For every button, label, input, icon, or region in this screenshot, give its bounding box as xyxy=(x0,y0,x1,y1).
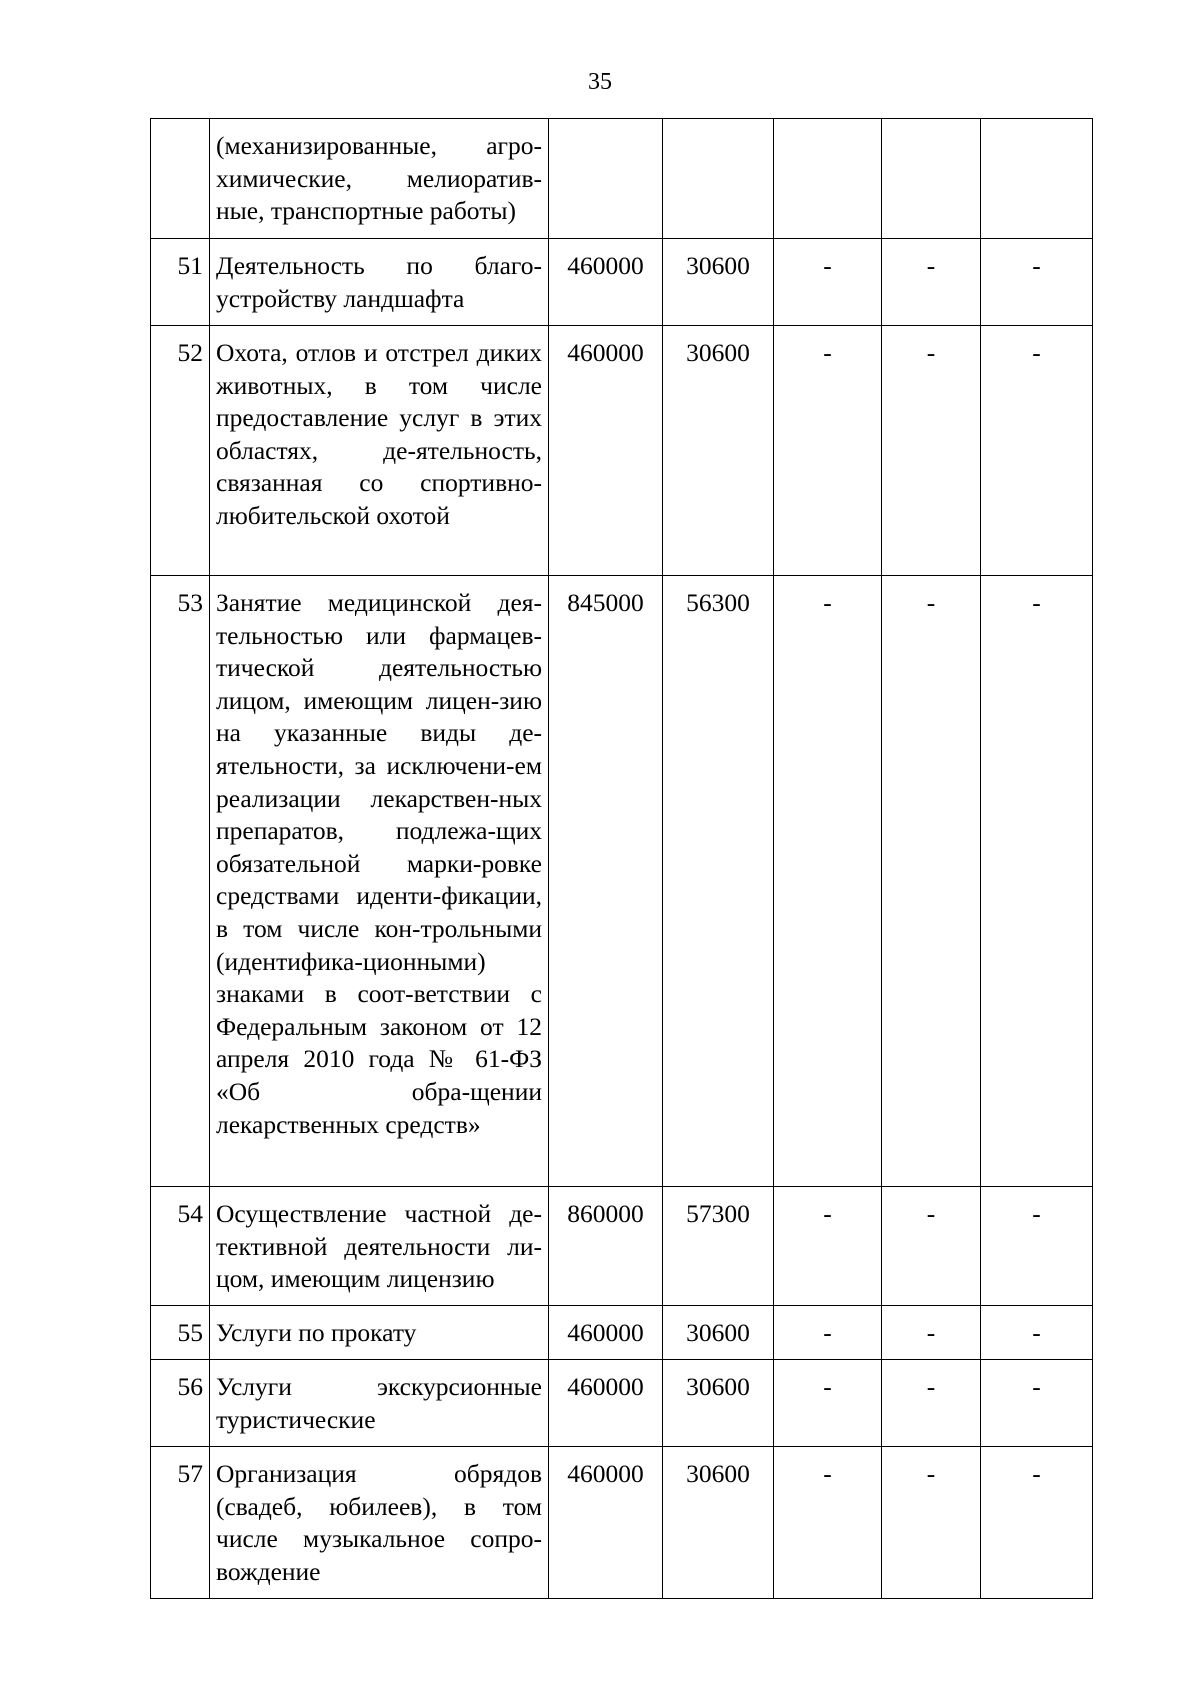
value-cell-1: 845000 xyxy=(549,576,663,1187)
value-cell-5: - xyxy=(981,326,1093,576)
activity-description: Охота, отлов и отстрел диких животных, в том числе предоставление услуг в этих областях, де-ятельность, связанная со спортивно-любительской охотой xyxy=(210,326,549,576)
table-row xyxy=(151,576,1093,1187)
activity-description: Услуги по прокату xyxy=(210,1306,549,1360)
value-cell-3: - xyxy=(774,239,882,326)
value-cell-3: - xyxy=(774,1447,882,1599)
table-row xyxy=(151,1306,1093,1360)
row-number: 51 xyxy=(151,239,210,326)
value-cell-4: - xyxy=(882,576,981,1187)
value-cell-3: - xyxy=(774,576,882,1187)
value-cell-1: 860000 xyxy=(549,1187,663,1306)
table-body xyxy=(151,119,1093,1599)
value-cell-5: - xyxy=(981,1187,1093,1306)
page-number: 35 xyxy=(588,69,612,95)
value-cell-2: 30600 xyxy=(663,1447,774,1599)
value-cell-1: 460000 xyxy=(549,239,663,326)
value-cell-2: 57300 xyxy=(663,1187,774,1306)
value-cell-2: 30600 xyxy=(663,326,774,576)
value-cell-5 xyxy=(981,119,1093,239)
row-number: 55 xyxy=(151,1306,210,1360)
table-row xyxy=(151,326,1093,576)
table-row xyxy=(151,1447,1093,1599)
value-cell-4: - xyxy=(882,1306,981,1360)
value-cell-5: - xyxy=(981,576,1093,1187)
row-number: 56 xyxy=(151,1360,210,1447)
activity-description: Осуществление частной де-тективной деятельности ли-цом, имеющим лицензию xyxy=(210,1187,549,1306)
value-cell-4: - xyxy=(882,1447,981,1599)
activity-description: Услуги экскурсионные туристические xyxy=(210,1360,549,1447)
value-cell-4: - xyxy=(882,326,981,576)
value-cell-1 xyxy=(549,119,663,239)
row-number xyxy=(151,119,210,239)
value-cell-5: - xyxy=(981,239,1093,326)
value-cell-1: 460000 xyxy=(549,1306,663,1360)
value-cell-5: - xyxy=(981,1306,1093,1360)
row-number: 53 xyxy=(151,576,210,1187)
value-cell-4: - xyxy=(882,1360,981,1447)
value-cell-2: 30600 xyxy=(663,1306,774,1360)
value-cell-2: 56300 xyxy=(663,576,774,1187)
value-cell-3: - xyxy=(774,326,882,576)
row-number: 57 xyxy=(151,1447,210,1599)
value-cell-5: - xyxy=(981,1447,1093,1599)
table-row xyxy=(151,1187,1093,1306)
row-number: 52 xyxy=(151,326,210,576)
value-cell-2: 30600 xyxy=(663,239,774,326)
activity-description: Занятие медицинской дея-тельностью или фармацев-тической деятельностью лицом, имеющим лицен-зию на указанные виды де-ятельности, за исключени-ем реализации лекарствен-ных препаратов, подлежа-щих обязательной марки-ровке средствами иденти-фикации, в том числе кон-трольными (идентифика-ционными) знаками в соот-ветствии с Федеральным законом от 12 апреля 2010 года № 61-ФЗ «Об обра-щении лекарственных средств» xyxy=(210,576,549,1187)
activity-description: Деятельность по благо-устройству ландшафта xyxy=(210,239,549,326)
value-cell-4 xyxy=(882,119,981,239)
value-cell-1: 460000 xyxy=(549,1360,663,1447)
activity-table xyxy=(150,118,1093,1599)
value-cell-1: 460000 xyxy=(549,326,663,576)
value-cell-2 xyxy=(663,119,774,239)
activity-description: Организация обрядов (свадеб, юбилеев), в том числе музыкальное сопро-вождение xyxy=(210,1447,549,1599)
value-cell-3: - xyxy=(774,1306,882,1360)
value-cell-2: 30600 xyxy=(663,1360,774,1447)
value-cell-5: - xyxy=(981,1360,1093,1447)
value-cell-3 xyxy=(774,119,882,239)
value-cell-1: 460000 xyxy=(549,1447,663,1599)
table-row xyxy=(151,1360,1093,1447)
value-cell-3: - xyxy=(774,1360,882,1447)
row-number: 54 xyxy=(151,1187,210,1306)
value-cell-3: - xyxy=(774,1187,882,1306)
value-cell-4: - xyxy=(882,239,981,326)
value-cell-4: - xyxy=(882,1187,981,1306)
table-row xyxy=(151,239,1093,326)
activity-description: (механизированные, агро-химические, мелиоратив-ные, транспортные работы) xyxy=(210,119,549,239)
table-row xyxy=(151,119,1093,239)
